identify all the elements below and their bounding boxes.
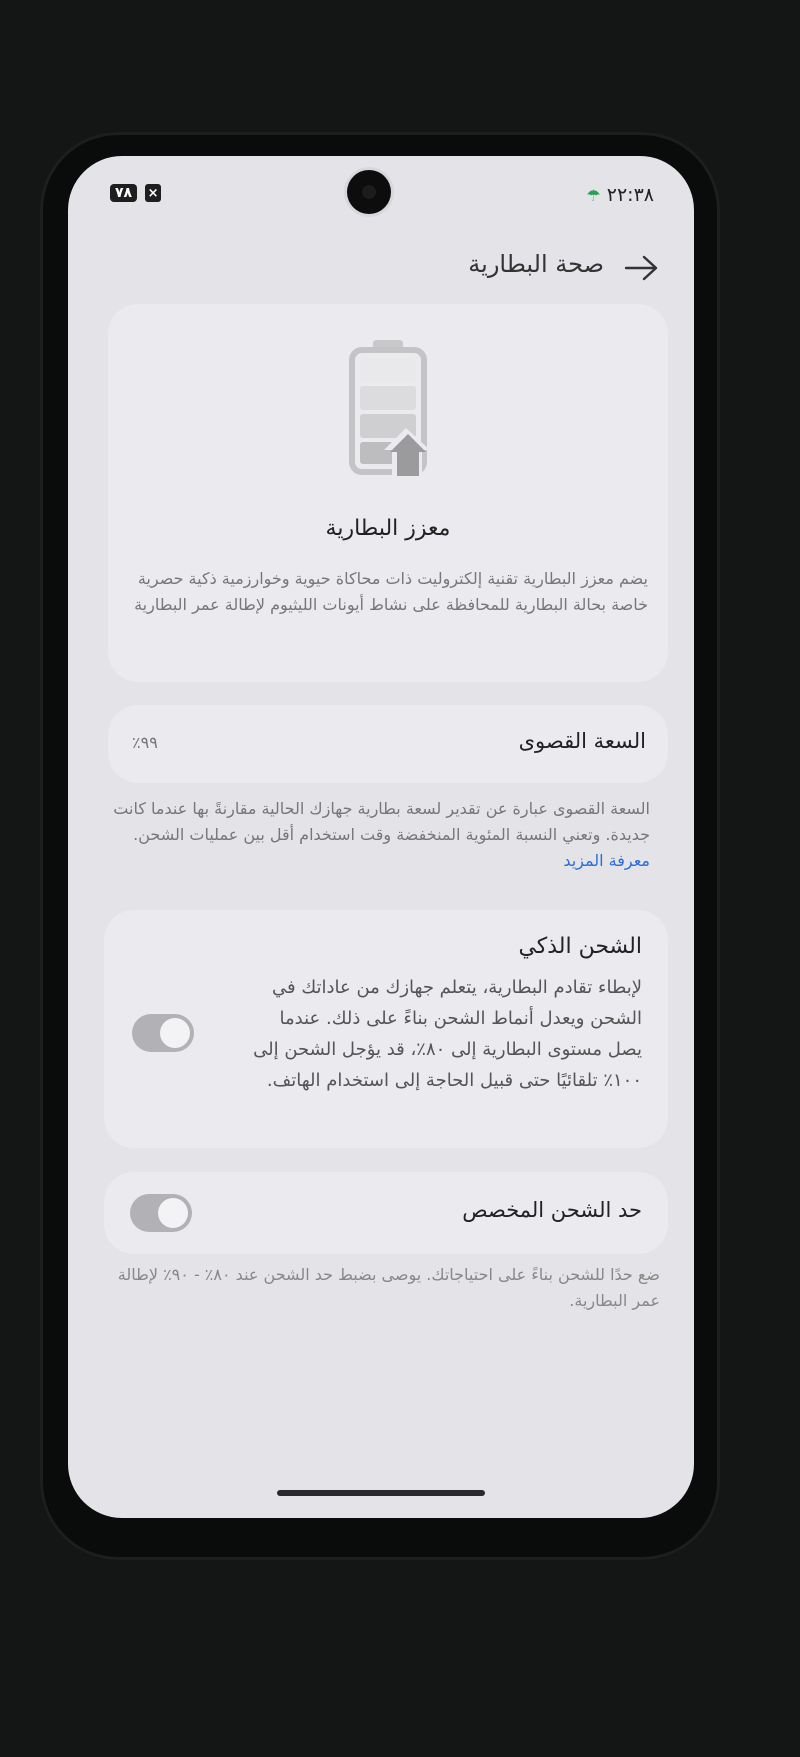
status-time [586,184,654,206]
toggle-knob [160,1018,190,1048]
status-time-text: ٢٢:٣٨ [606,184,654,206]
custom-charge-limit-toggle[interactable] [130,1194,192,1232]
toggle-knob [158,1198,188,1228]
smart-charging-card [104,910,668,1148]
battery-booster-card [108,304,668,682]
smart-charging-title: الشحن الذكي [518,934,642,959]
status-icons [110,184,161,202]
custom-charge-limit-note: ضع حدًا للشحن بناءً على احتياجاتك. يوصى بضبط حد الشحن عند ٨٠٪ - ٩٠٪ لإطالة عمر البطارية. [117,1265,660,1310]
max-capacity-card [108,705,668,783]
max-capacity-note-text: السعة القصوى عبارة عن تقدير لسعة بطارية جهازك الحالية مقارنةً بها عندما كانت جديدة. وتعني النسبة المئوية المنخفضة وقت استخدام أقل بين عمليات الشحن. [113,799,650,844]
battery-level-icon: ٧٨ [110,184,137,202]
x-icon: × [145,184,161,202]
screen [68,156,694,1518]
arrow-right-icon [624,254,660,282]
max-capacity-note [108,796,650,874]
front-camera [347,170,391,214]
max-capacity-label: السعة القصوى [518,729,646,753]
battery-booster-description: يضم معزز البطارية تقنية إلكتروليت ذات محاكاة حيوية وخوارزمية ذكية حصرية خاصة بحالة البطارية للمحافظة على نشاط أيونات الليثيوم لإطالة عمر البطارية [134,569,648,614]
home-indicator[interactable] [277,1490,485,1496]
smart-charging-description: لإبطاء تقادم البطارية، يتعلم جهازك من عاداتك في الشحن ويعدل أنماط الشحن بناءً على ذلك. عندما يصل مستوى البطارية إلى ٨٠٪، قد يؤجل الشحن إلى ١٠٠٪ تلقائيًا حتى قبيل الحاجة إلى استخدام الهاتف. [253,977,642,1091]
umbrella-icon: ☂ [586,185,601,205]
back-button[interactable] [620,248,664,288]
custom-charge-limit-card[interactable] [104,1172,668,1254]
battery-booster-title: معزز البطارية [325,516,451,541]
max-capacity-value: ٩٩٪ [132,733,158,752]
page-title: صحة البطارية [468,250,604,278]
custom-charge-limit-label: حد الشحن المخصص [462,1198,642,1222]
battery-booster-icon [346,338,430,478]
smart-charging-toggle[interactable] [132,1014,194,1052]
header [98,248,664,288]
learn-more-link[interactable]: معرفة المزيد [563,851,650,870]
